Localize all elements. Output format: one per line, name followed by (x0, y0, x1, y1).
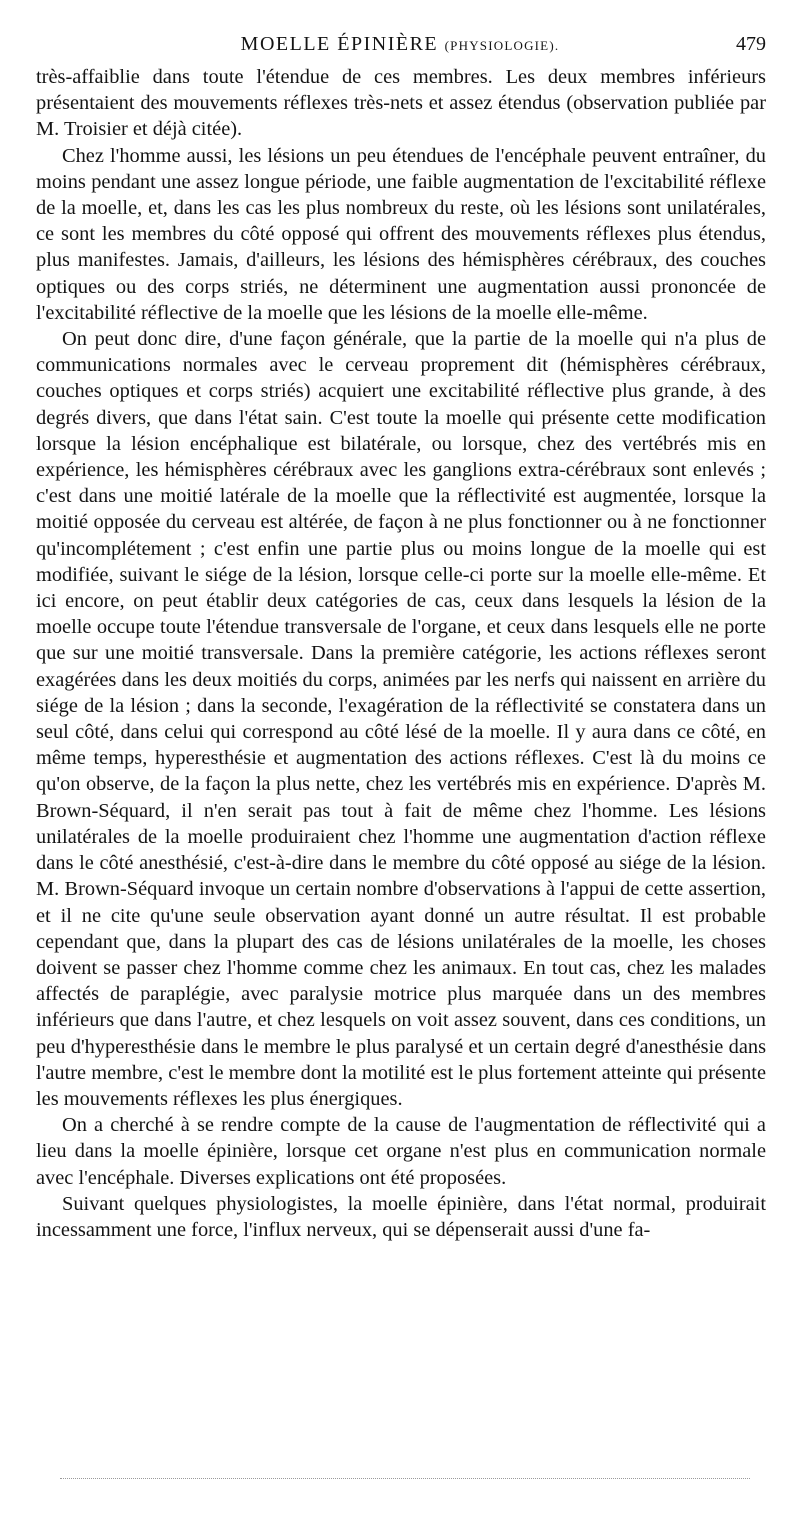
paragraph: On peut donc dire, d'une façon générale, que la partie de la moelle qui n'a plus de communications normales avec le cerveau proprement dit (hémisphères cérébraux, couches optiques et corps striés) acquiert une excitabilité réflective plus grande, à des degrés divers, que dans l'état sain. C'est toute la moelle qui présente cette modification lorsque la lésion encéphalique est bilatérale, ou lorsque, chez des vertébrés mis en expérience, les hémisphères cérébraux avec les ganglions extra-cérébraux sont enlevés ; c'est dans une moitié latérale de la moelle que la réflectivité est augmentée, lorsque la moitié opposée du cerveau est altérée, de façon à ne plus fonctionner ou à ne fonctionner qu'incomplétement ; c'est enfin une partie plus ou moins longue de la moelle qui est modifiée, suivant le siége de la lésion, lorsque celle-ci porte sur la moelle elle-même. Et ici encore, on peut établir deux catégories de cas, ceux dans lesquels la lésion de la moelle occupe toute l'étendue transversale de l'organe, et ceux dans lesquels elle ne porte que sur une moitié transversale. Dans la première catégorie, les actions réflexes seront exagérées dans les deux moitiés du corps, animées par les nerfs qui naissent en arrière du siége de la lésion ; dans la seconde, l'exagération de la réflectivité se constatera dans un seul côté, dans celui qui correspond au côté lésé de la moelle. Il y aura dans ce côté, en même temps, hyperesthésie et augmentation des actions réflexes. C'est là du moins ce qu'on observe, de la façon la plus nette, chez les vertébrés mis en expérience. D'après M. Brown-Séquard, il n'en serait pas tout à fait de même chez l'homme. Les lésions unilatérales de la moelle produiraient chez l'homme une augmentation d'action réflexe dans le côté anesthésié, c'est-à-dire dans le membre du côté opposé au siége de la lésion. M. Brown-Séquard invoque un certain nombre d'observations à l'appui de cette assertion, et il ne cite qu'une seule observation ayant donné un autre résultat. Il est probable cependant que, dans la plupart des cas de lésions unilatérales de la moelle, les choses doivent se passer chez l'homme comme chez les animaux. En tout cas, chez les malades affectés de paraplégie, avec paralysie motrice plus marquée dans un des membres inférieurs que dans l'autre, et chez lesquels on voit assez souvent, dans ces conditions, un peu d'hyperesthésie dans le membre le plus paralysé et un certain degré d'anesthésie dans l'autre membre, c'est le membre dont la motilité est le plus fortement atteinte qui présente les mouvements réflexes les plus énergiques. (36, 328, 766, 1110)
page-header (34, 30, 766, 58)
page-number: 479 (736, 33, 766, 55)
footer-dotted-rule (60, 1478, 750, 1479)
paragraph: Suivant quelques physiologistes, la moelle épinière, dans l'état normal, produirait incessamment une force, l'influx nerveux, qui se dépenserait aussi d'une fa- (36, 1192, 766, 1241)
paragraph: Chez l'homme aussi, les lésions un peu étendues de l'encéphale peuvent entraîner, du moins pendant une assez longue période, une faible augmentation de l'excitabilité réflexe de la moelle, et, dans les cas les plus nombreux du reste, où les lésions sont unilatérales, ce sont les membres du côté opposé qui offrent des mouvements réflexes plus étendus, plus manifestes. Jamais, d'ailleurs, les lésions des hémisphères cérébraux, des couches optiques ou des corps striés, ne déterminent une augmentation aussi prononcée de l'excitabilité réflective de la moelle que les lésions de la moelle elle-même. (36, 144, 766, 324)
running-title (34, 30, 766, 60)
running-title-main: MOELLE ÉPINIÈRE (240, 33, 439, 55)
running-title-sub: (PHYSIOLOGIE). (444, 38, 560, 53)
paragraph: On a cherché à se rendre compte de la cause de l'augmentation de réflectivité qui a lieu dans la moelle épinière, lorsque cet organe n'est plus en communication normale avec l'encéphale. Diverses explications ont été proposées. (36, 1114, 766, 1189)
paragraph-continued: très-affaiblie dans toute l'étendue de ces membres. Les deux membres inférieurs présentaient des mouvements réflexes très-nets et assez étendus (observation publiée par M. Troisier et déjà citée). (36, 66, 766, 141)
body-text (36, 64, 766, 1243)
